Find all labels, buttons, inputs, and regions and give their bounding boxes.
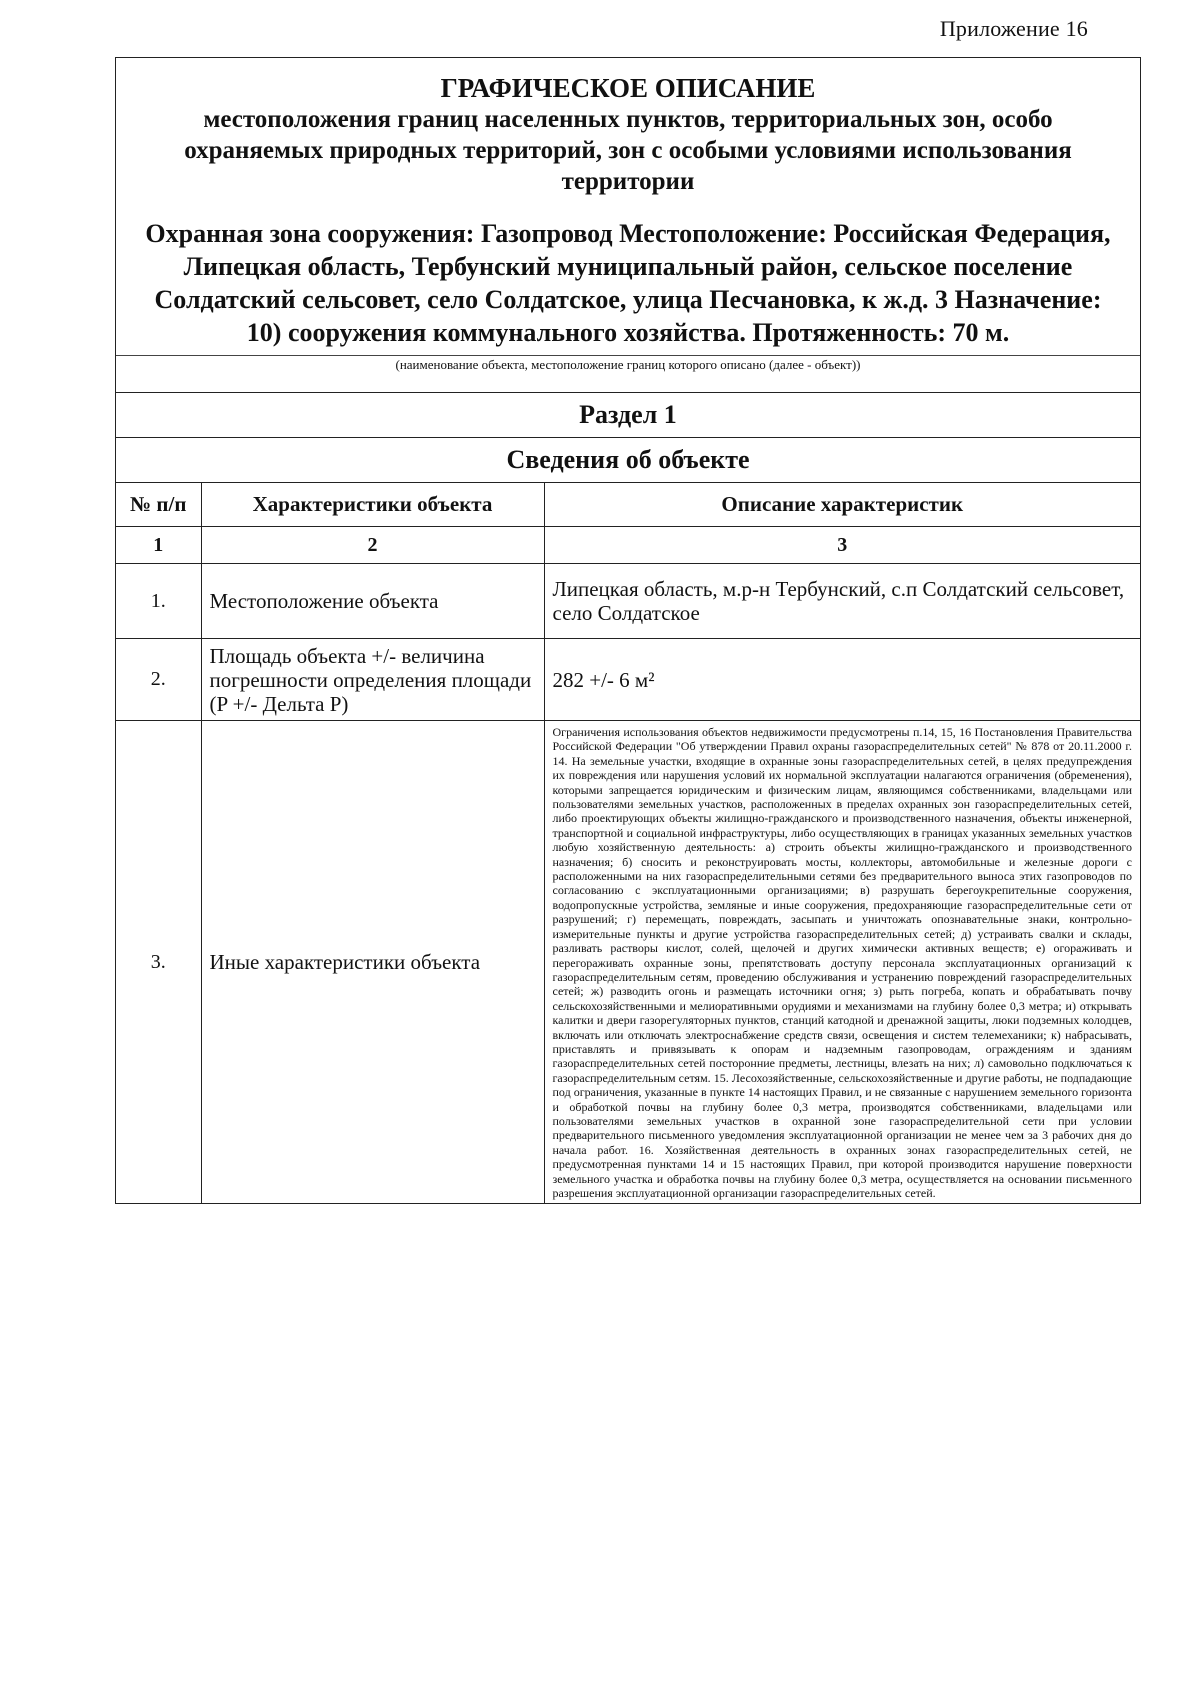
object-name: Охранная зона сооружения: Газопровод Местоположение: Российская Федерация, Липецкая область, Тербунский муниципальный район, сельское поселение Солдатский сельсовет, село Солдатское, улица Песчановка, к ж.д. 3 Назначение: 10) сооружения коммунального хозяйства. Протяженность: 70 м. [145, 219, 1111, 347]
table-header-row [116, 483, 1140, 527]
object-info-table [116, 482, 1140, 1203]
section-title: Раздел 1 [116, 392, 1140, 437]
document-subtitle: местоположения границ населенных пунктов, территориальных зон, особо охраняемых природных территорий, зон с особыми условиями использования территории [184, 106, 1072, 195]
section-subtitle: Сведения об объекте [116, 437, 1140, 482]
column-header-number: № п/п [116, 483, 201, 527]
row-number: 2. [116, 639, 201, 721]
column-number: 1 [116, 527, 201, 564]
document-title: ГРАФИЧЕСКОЕ ОПИСАНИЕ [440, 73, 816, 103]
row-characteristic: Иные характеристики объекта [201, 721, 544, 1204]
row-number: 1. [116, 564, 201, 639]
row-description: Липецкая область, м.р-н Тербунский, с.п Солдатский сельсовет, село Солдатское [544, 564, 1140, 639]
row-description: 282 +/- 6 м² [544, 639, 1140, 721]
column-header-characteristic: Характеристики объекта [201, 483, 544, 527]
row-characteristic: Местоположение объекта [201, 564, 544, 639]
header-block [116, 58, 1140, 355]
appendix-label: Приложение 16 [939, 16, 1088, 41]
column-number: 3 [544, 527, 1140, 564]
column-numbers-row [116, 527, 1140, 564]
object-caption: (наименование объекта, местоположение границ которого описано (далее - объект)) [116, 355, 1140, 392]
table-row [116, 564, 1140, 639]
row-description: Ограничения использования объектов недвижимости предусмотрены п.14, 15, 16 Постановления Правительства Российской Федерации "Об утверждении Правил охраны газораспределительных сетей" № 878 от 20.11.2000 г. 14. На земельные участки, входящие в охранные зоны газораспределительных сетей, в целях предупреждения их повреждения или нарушения условий их нормальной эксплуатации налагаются ограничения (обременения), которыми запрещается юридическим и физическим лицам, являющимся собственниками, владельцами или пользователями земельных участков, расположенных в пределах охранных зон газораспределительных сетей, либо проектирующих объекты жилищно-гражданского и производственного назначения, объекты инженерной, транспортной и социальной инфраструктуры, либо осуществляющих в границах указанных земельных участков любую хозяйственную деятельность: а) строить объекты жилищно-гражданского и производственного назначения; б) сносить и реконструировать мосты, коллекторы, автомобильные и железные дороги с расположенными на них газораспределительными сетями без предварительного выноса этих газопроводов по согласованию с эксплуатационными организациями; в) разрушать берегоукрепительные сооружения, водопропускные устройства, земляные и иные сооружения, предохраняющие газораспределительные сети от разрушений; г) перемещать, повреждать, засыпать и уничтожать опознавательные знаки, контрольно-измерительные пункты и другие устройства газораспределительных сетей; д) устраивать свалки и склады, разливать растворы кислот, солей, щелочей и других химически активных веществ; е) огораживать и перегораживать охранные зоны, препятствовать доступу персонала эксплуатационных организаций к газораспределительным сетям, проведению обслуживания и устранению повреждений газораспределительных сетей; ж) разводить огонь и размещать источники огня; з) рыть погреба, копать и обрабатывать почву сельскохозяйственными и мелиоративными орудиями и механизмами на глубину более 0,3 метра; и) открывать калитки и двери газорегуляторных пунктов, станций катодной и дренажной защиты, люки подземных колодцев, включать или отключать электроснабжение средств связи, освещения и систем телемеханики; к) набрасывать, приставлять и привязывать к опорам и надземным газопроводам, ограждениям и зданиям газораспределительных сетей посторонние предметы, лестницы, влезать на них; л) самовольно подключаться к газораспределительным сетям. 15. Лесохозяйственные, сельскохозяйственные и другие работы, не подпадающие под ограничения, указанные в пункте 14 настоящих Правил, и не связанные с нарушением земельного горизонта и обработкой почвы на глубину более 0,3 метра, производятся собственниками, владельцами или пользователями земельных участков в охранной зоне газораспределительной сети при условии предварительного письменного уведомления эксплуатационной организации не менее чем за 3 рабочих дня до начала работ. 16. Хозяйственная деятельность в охранных зонах газораспределительных сетей, не предусмотренная пунктами 14 и 15 настоящих Правил, при которой производится нарушение поверхности земельного участка и обработка почвы на глубину более 0,3 метра, осуществляется на основании письменного разрешения эксплуатационной организации газораспределительных сетей. [544, 721, 1140, 1204]
table-row [116, 639, 1140, 721]
row-number: 3. [116, 721, 201, 1204]
document-frame [115, 57, 1141, 1204]
column-header-description: Описание характеристик [544, 483, 1140, 527]
row-characteristic: Площадь объекта +/- величина погрешности определения площади (P +/- Дельта P) [201, 639, 544, 721]
column-number: 2 [201, 527, 544, 564]
table-row [116, 721, 1140, 1204]
